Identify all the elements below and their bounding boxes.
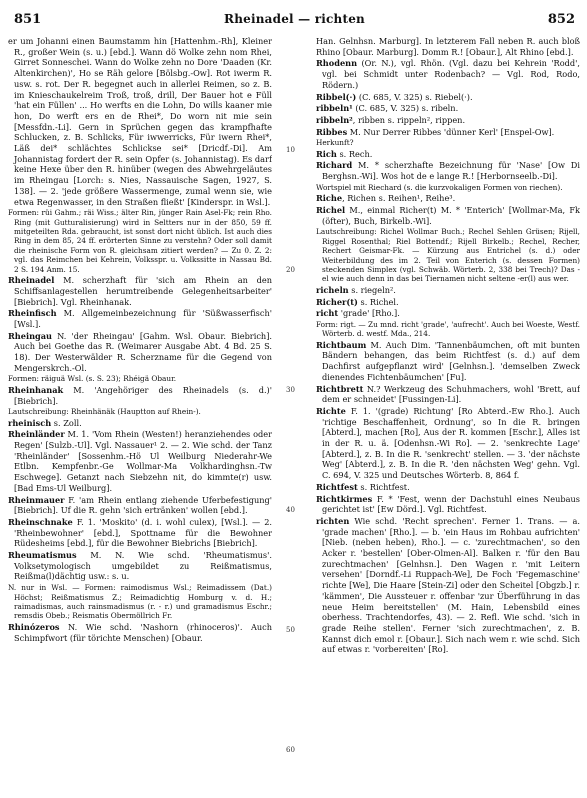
line-number: 40	[286, 506, 295, 514]
entry-headword: richeln	[316, 284, 349, 295]
dictionary-entry	[8, 429, 272, 493]
entry-text: (C. 685, V. 325) s. ribeln.	[352, 103, 459, 114]
dictionary-entry	[316, 340, 580, 383]
dictionary-entry	[8, 583, 272, 621]
entry-headword: Richtfest	[316, 481, 358, 492]
entry-text: M. 1. 'Vom Rhein (Westen!) heranziehendes oder Regen' [Sulzb.-Ul]. Vgl. Nassauer¹ 2. — 2. Wie schd. der Tanz 'Rheinländer' [Sossenhm.-Hö Ul Weilburg Niederahr-We Etlbn. Kempfenbr.-Ge Wollmar-Ma Volkhardinghsn.-Tw Eschwege]. Getanzt nach Siebzehn nit, do kimmte(r) usw. [Bad Ems-Ul Weilburg].	[14, 429, 272, 493]
entry-headword: rheinisch	[8, 417, 52, 428]
page-number-left: 851	[14, 12, 42, 27]
entry-headword: Richard	[316, 160, 353, 171]
entry-text: er um Johanni einen Baumstamm hin [Hattenhm.-Rh], Kleiner R., großer Wein (s. u.) [ebd.]. Wann dö Wolke zehn nom Rhei, Girret Sonneschei. Wann do Wolke zehn no Dore 'Daaden (Kr. Altenkirchen)', Ho se Räh gelore [Bölsbg.-Ow]. Rot iwerm R. usw. s. rot. Der R. begegnet auch in allerlei Reimen, so z. B. im Knieschaukelreim Troß, troß, drill, Der Bauer hot e Füll 'hat ein Füllen' ... Ho werfts en die Lohn, Do wills kaaner mie hon, Do werft ers en de Rhei*, Do worn nit mie sein [Messfdn.-Li]. Gern in Sprüchen gegen das krampfhafte Schlucken, z. B. Schlicks, Für iwwerricks, Für iwern Rhei*, Läß dei* schlächtes Schlickse sei* [Dricdf.-Di]. Am Johannistag fordert der R. sein Opfer (s. Johannistag). Es darf keine Hexe über den R. hinüber (wegen des Abwehrgeläutes im Rheingau [Lorch: s. Nies, Nassauische Sagen, 1927, S. 138]. — 2. 'jede größere Wassermenge, zumal wenn sie, wie etwa Regenwasser, in den Straßen fließt' [Kinderspr. in Wsl.].	[8, 36, 272, 207]
entry-headword: Richer(t)	[316, 296, 358, 307]
dictionary-entry	[316, 482, 580, 493]
entry-headword: Rheumatismus	[8, 550, 77, 561]
entry-headword: Richtkirmes	[316, 493, 373, 504]
entry-text: s. riegeln².	[348, 284, 396, 295]
dictionary-entry	[8, 36, 272, 207]
entry-text: 'grade' [Rho.].	[338, 308, 400, 319]
entry-text: M., einmal Richer(t) M. * 'Enterich' [Wollmar-Ma, Fk (öfter), Buch, Birkelb.-Wi].	[322, 204, 580, 226]
dictionary-entry	[316, 58, 580, 90]
entry-headword: Rheinschnake	[8, 516, 73, 527]
entry-headword: Riche	[316, 193, 343, 204]
entry-text: (Or. N.), vgl. Rhön. (Vgl. dazu bei Kehrein 'Rodd', vgl. bei Schmidt unter Rodenbach? — Vgl. Rod, Rodo, Rödern.)	[322, 58, 580, 90]
dictionary-entry	[8, 495, 272, 516]
dictionary-entry	[316, 285, 580, 296]
entry-headword: ribbeln¹	[316, 103, 353, 114]
entry-text: Herkunft?	[316, 138, 354, 148]
entry-text: s. Rech.	[336, 148, 373, 159]
dictionary-entry	[316, 193, 580, 204]
running-head: Rheinadel — richten	[224, 12, 365, 26]
entry-text: M. Auch Dim. 'Tannenbäumchen, oft mit bunten Bändern behangen, das beim Richtfest (s. d.) auf dem Dachfirst aufgepflanzt wird' [Gelnhsn.]. 'demselben Zweck dienendes Fichtenbäumchen' [Fu].	[322, 339, 580, 382]
dictionary-entry	[316, 297, 580, 308]
dictionary-entry	[8, 374, 272, 383]
entry-headword: Rheinhanak	[8, 384, 64, 395]
entry-text: N. Wie schd. 'Nashorn (rhinoceros)'. Auch Schimpfwort (für törichte Menschen) [Obaur.	[14, 621, 272, 643]
dictionary-column-right	[316, 36, 580, 788]
dictionary-entry	[316, 183, 580, 192]
dictionary-entry	[316, 160, 580, 181]
dictionary-entry	[316, 308, 580, 319]
entry-text: Formen: rüi Gahm.; räi Wiss.; älter Rin, jünger Rain Asel-Fk; rein Rho. Ring (mit Gutturalisierung) wird in Seltters nur in der 850, 59 ff. mitgeteilten Rda. gebraucht, ist sonst dort nicht üblich. Ist auch dies Ring in dem 85, 24 ff. erörterten Sinne zu verstehn? Oder soll damit die rheinische Form von R. gleichsam zitiert werden? — Zu 0. Z. 2: vgl. das Reimchen bei Kehrein, Volksspr. u. Volkssitte in Nassau Bd. 2 S. 194 Anm. 15.	[8, 208, 272, 274]
dictionary-entry	[316, 36, 580, 57]
entry-headword: Rhodenn	[316, 58, 358, 69]
dictionary-entry	[316, 205, 580, 226]
entry-text: M. * scherzhafte Bezeichnung für 'Nase' [Ow Di Berghsn.-Wi]. Wos hot de e lange R.! [Herbornseelb.-Di].	[322, 160, 580, 182]
line-number: 30	[286, 386, 295, 394]
dictionary-column-left	[8, 36, 272, 788]
entry-headword: Rheinadel	[8, 275, 55, 286]
entry-text: M. Nur Derrer Ribbes 'dünner Kerl' [Enspel-Ow].	[347, 126, 555, 137]
dictionary-entry	[8, 517, 272, 549]
dictionary-entry	[316, 320, 580, 339]
dictionary-entry	[316, 92, 580, 103]
entry-text: Lautschreibung: Rheinhänäk (Hauptton auf Rhein-).	[8, 407, 201, 417]
dictionary-entry	[8, 385, 272, 406]
entry-headword: ribbeln²	[316, 114, 353, 125]
entry-headword: Richel	[316, 204, 346, 215]
entry-headword: richten	[316, 515, 350, 526]
entry-text: N. nur in Wsl. — Formen: raimodismus Wsl.; Reimadissem (Dat.) Höchst; Reißmatismus Z.; Reimadichtig Homburg v. d. H.; raimadismas, auch rainsmadismus (r. - r.) und gramadismus Eschr.; remsdis Obeb.; Reismatis Obermöllrich Fr.	[8, 583, 272, 621]
entry-text: , Richen s. Reihen¹, Reihe³.	[342, 193, 456, 204]
dictionary-entry	[8, 550, 272, 582]
dictionary-entry	[316, 384, 580, 405]
line-number-gutter	[286, 36, 306, 788]
entry-text: s. Zoll.	[51, 417, 82, 428]
entry-text: M. scherzhaft für 'sich am Rhein an den Schiffsanlagestellen herumtreibende Gelegenheitsarbeiter' [Biebrich]. Vgl. Rheinhanak.	[14, 275, 272, 307]
entry-text: Wortspiel mit Riechard (s. die kurzvokaligen Formen von riechen).	[316, 182, 563, 192]
entry-text: M. 'Angehöriger des Rheinadels (s. d.)' [Biebrich].	[14, 384, 272, 406]
entry-text: F. 1. 'Moskito' (d. i. wohl culex), [Wsl.]. — 2. 'Rheinbewohner' [ebd.], Spottname für die Bewohner Rüdesheims [ebd.], für die Bewohner Biebrichs [Biebrich].	[14, 516, 272, 549]
dictionary-entry	[8, 331, 272, 374]
line-number: 60	[286, 746, 295, 754]
entry-text: Wie schd. 'Recht sprechen'. Ferner 1. Trans. — a. 'grade machen' [Rho.]. — b. 'ein Haus im Rohbau aufrichten' [Nieb. (neben heben), Rho.]. — c. 'zurechtmachen', so den Acker r. 'bestellen' [Ober-Olmen-Al]. Balken r. 'für den Bau zurechtmachen' [Gelnhsn.]. Den Wagen r. 'mit Leitern versehen' [Dorndf.-Li Ruppach-We], De Foch 'Fegemaschine' richte [We], Die Haare [Stein-Zi] oder den Scheitel [Obgzb.] r. 'kämmen', Die Aussteuer r. offenbar 'zur Überführung in das neue Heim bereitstellen' (M. Hain, Lebensbild eines oberhess. Trachtendorfes, 43). — 2. Refl. Wie schd. 'sich in grade Reihe stellen'. Ferner 'sich zurechtmachen', z. B. Kannst dich emol r. [Obaur.]. Sich nach wem r. wie schd. Sich auf etwas r. 'vorbereiten' [Ro].	[322, 515, 580, 655]
entry-text: N. 'der Rheingau' [Gahm. Wsl. Obaur. Biebrich]. Auch bei Goethe das R. (Weimarer Ausgabe Abt. 4 Bd. 25 S. 18). Der Westerwälder R. Scherzname für die Gegend von Mengerskrch.-Ol.	[14, 330, 272, 373]
entry-text: Lautschreibung: Richel Wollmar Buch.; Rechel Sehlen Grüsen; Rijell, Riggel Rosenthal; Riel Bottendf.; Rijell Birkelb.; Rechel, Recher, Rechert Geismar-Fk. — Kürzung aus Entrichel (s. d.) oder Weiterbildung des im 2. Teil von Enterich (s. dessen Formen) steckenden Simplex (vgl. Schwäb. Wörterb. 2, 338 bei Trech)? Das -el wie auch denn in das bei Tiernamen nicht seltene -er(l) aus wer.	[316, 227, 580, 284]
entry-text: Formen: räiguä Wsl. (s. S. 23); Rhéigä Obaur.	[8, 374, 177, 384]
entry-headword: Rhinózeros	[8, 621, 60, 632]
entry-headword: Rheinfisch	[8, 308, 57, 319]
entry-text: s. Richel.	[357, 296, 399, 307]
line-number: 10	[286, 146, 295, 154]
dictionary-entry	[8, 622, 272, 643]
entry-text: N.? Werkzeug des Schuhmachers, wohl 'Brett, auf dem er schneidet' [Fussingen-Li].	[322, 383, 580, 405]
page-number-right: 852	[547, 12, 575, 27]
entry-text: M. Allgemeinbezeichnung für 'Süßwasserfisch' [Wsl.].	[14, 308, 272, 329]
page-header	[14, 12, 575, 28]
dictionary-entry	[316, 103, 580, 114]
entry-headword: Rheinmauer	[8, 494, 65, 505]
entry-text: Form: rigt. — Zu mnd. richt 'grade', 'aufrecht'. Auch bei Woeste, Westf. Wörterb. d. westf. Mda., 214.	[316, 319, 580, 339]
entry-headword: Richtbrett	[316, 383, 364, 394]
dictionary-entry	[8, 418, 272, 429]
entry-headword: Rheingau	[8, 330, 53, 341]
entry-headword: Ribbes	[316, 126, 348, 137]
dictionary-entry	[8, 407, 272, 416]
entry-headword: richt	[316, 308, 339, 319]
entry-headword: Ribbel(·)	[316, 91, 357, 102]
dictionary-entry	[316, 127, 580, 138]
entry-text: F. 'am Rhein entlang ziehende Uferbefestigung' [Biebrich]. Uf die R. gehn 'sich ertränken' wollen [ebd.].	[14, 494, 272, 516]
dictionary-entry	[316, 406, 580, 481]
dictionary-entry	[316, 227, 580, 283]
entry-text: M. N. Wie schd. 'Rheumatismus'. Volksetymologisch umgebildet zu Reißmatismus, Reißma(l)dächtig usw.: s. u.	[14, 550, 272, 582]
entry-headword: Richte	[316, 405, 346, 416]
entry-text: , ribben s. rippeln², rippen.	[352, 114, 466, 125]
entry-text: F. * 'Fest, wenn der Dachstuhl eines Neubaus gerichtet ist' [Ew Dörd.]. Vgl. Richtfest.	[322, 493, 580, 515]
entry-text: Han. Gelnhsn. Marburg]. In letzterem Fall neben R. auch bloß Rhino [Obaur. Marburg]. Domm R.! [Obaur.], Alt Rhino [ebd.].	[316, 36, 580, 57]
dictionary-entry	[316, 494, 580, 515]
dictionary-entry	[8, 208, 272, 274]
dictionary-entry	[316, 149, 580, 160]
line-number: 20	[286, 266, 295, 274]
dictionary-entry	[316, 115, 580, 126]
entry-text: (C. 685, V. 325) s. Riebel(·).	[356, 91, 473, 102]
dictionary-entry	[8, 308, 272, 329]
line-number: 50	[286, 626, 295, 634]
dictionary-entry	[8, 275, 272, 307]
entry-headword: Richtbaum	[316, 339, 367, 350]
entry-headword: Rheinländer	[8, 429, 65, 440]
entry-text: s. Richtfest.	[357, 481, 410, 492]
dictionary-entry	[316, 516, 580, 655]
entry-headword: Rich	[316, 148, 337, 159]
dictionary-entry	[316, 138, 580, 147]
entry-text: F. 1. '(grade) Richtung' [Ro Abterd.-Ew Rho.]. Auch 'richtige Beschaffenheit, Ordnung', so In die R. bringen [Abterd.], machen [Ro], Aus der R. kommen [Eschr.], Alles ist in der R. u. ä. [Odenhsn.-Wi Ro]. — 2. 'senkrechte Lage' [Abterd.], z. B. In die R. 'senkrecht' stellen. — 3. 'der nächste Weg' [Abterd.], z. B. In die R. 'den nächsten Weg' gehn. Vgl. C. 694, V. 325 und Deutsches Wörterb. 8, 864 f.	[322, 405, 580, 481]
